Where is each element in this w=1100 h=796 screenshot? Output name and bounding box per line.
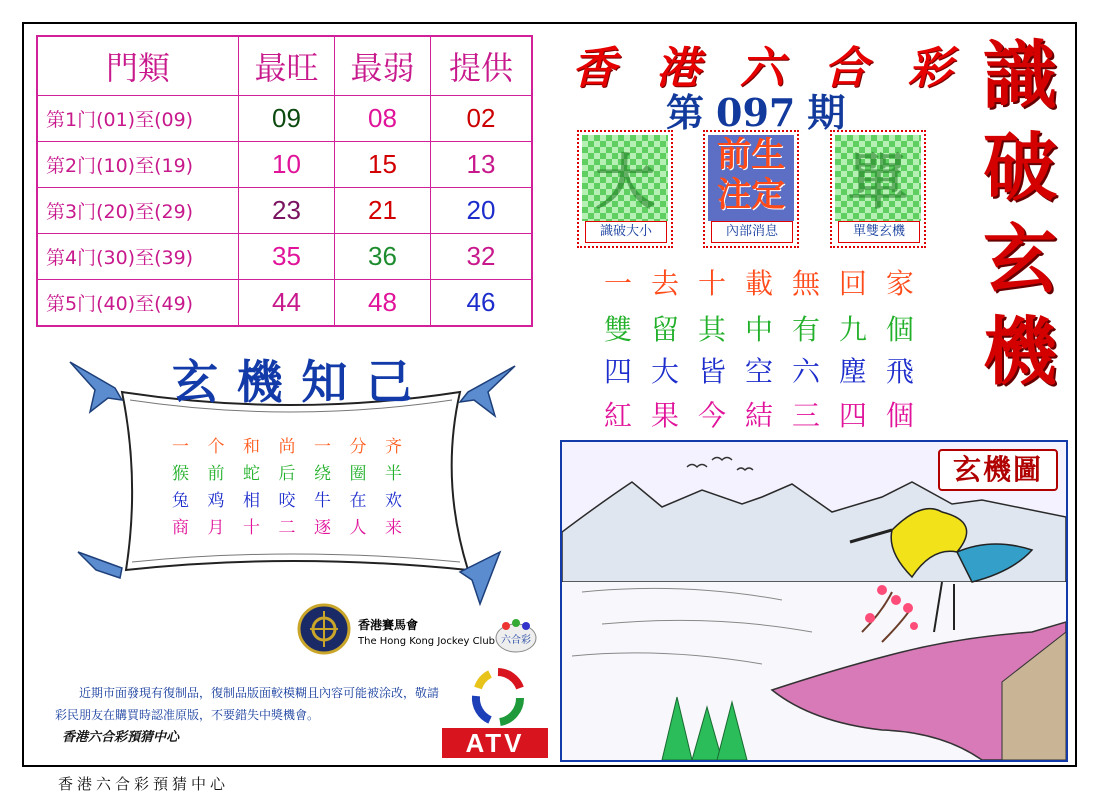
box-caption: 單雙玄機 xyxy=(838,221,920,243)
poem-char: 家 xyxy=(885,267,914,300)
row-label: 第4门(30)至(39) xyxy=(37,234,239,280)
scroll-char: 牛 xyxy=(314,491,331,511)
poem-char: 大 xyxy=(650,355,679,388)
poem-char: 載 xyxy=(744,267,773,300)
hint-char: 單 xyxy=(848,148,908,218)
scroll-char: 人 xyxy=(349,518,367,538)
cell-hottest: 23 xyxy=(239,188,335,234)
box-size-hint xyxy=(577,130,673,248)
table-row xyxy=(37,234,532,280)
fate-image xyxy=(708,135,794,221)
scroll-char: 十 xyxy=(243,518,260,538)
scroll-title-char: 機 xyxy=(236,355,283,409)
vertical-title-char: 破 xyxy=(983,125,1057,211)
counterfeit-notice xyxy=(55,682,440,726)
notice-signature: 香港六合彩預猜中心 xyxy=(62,730,180,745)
scroll-char: 前 xyxy=(207,464,225,484)
poem-line xyxy=(604,394,914,434)
cell-offered: 02 xyxy=(431,96,533,142)
cell-hottest: 10 xyxy=(239,142,335,188)
row-label: 第5门(40)至(49) xyxy=(37,280,239,327)
hint-char: 大 xyxy=(595,148,655,218)
poem-char: 無 xyxy=(791,267,820,300)
poem-char: 一 xyxy=(604,267,633,300)
issue-value: 097 xyxy=(716,90,796,135)
scroll-char: 一 xyxy=(314,437,331,457)
issue-prefix: 第 xyxy=(666,90,705,135)
bird-icon xyxy=(78,552,122,578)
poem-char: 中 xyxy=(744,313,773,346)
scroll-title-char: 己 xyxy=(365,355,412,409)
box-odd-even xyxy=(830,130,926,248)
header-category: 門類 xyxy=(37,36,239,96)
hkjc-logo-icon xyxy=(296,603,352,655)
header-hottest: 最旺 xyxy=(239,36,335,96)
mosaic-image xyxy=(582,135,668,221)
scroll-char: 尚 xyxy=(278,437,296,457)
scroll-char: 一 xyxy=(172,437,189,457)
issue-number xyxy=(660,82,851,137)
poem-line xyxy=(604,262,914,302)
cell-offered: 46 xyxy=(431,280,533,327)
hkjc-name-zh: 香港賽馬會 xyxy=(358,618,419,632)
scroll-char: 来 xyxy=(385,518,402,538)
row-label: 第2门(10)至(19) xyxy=(37,142,239,188)
title-char: 合 xyxy=(824,43,868,94)
box-caption: 內部消息 xyxy=(711,221,793,243)
poem-char: 雙 xyxy=(604,313,633,346)
cell-offered: 20 xyxy=(431,188,533,234)
fate-line: 注定 xyxy=(717,175,785,215)
door-table xyxy=(36,35,533,327)
cell-hottest: 35 xyxy=(239,234,335,280)
title-char: 港 xyxy=(656,43,700,94)
atv-logo-text: ATV xyxy=(442,728,548,758)
poem-char: 果 xyxy=(650,399,679,432)
poem-char: 三 xyxy=(791,399,820,432)
poem-line xyxy=(604,308,914,348)
issue-suffix: 期 xyxy=(807,90,846,135)
poem-char: 有 xyxy=(791,313,820,346)
footer-text: 香港六合彩預猜中心 xyxy=(58,775,230,793)
cell-weakest: 36 xyxy=(335,234,431,280)
scroll-line xyxy=(172,459,402,484)
scroll-char: 猴 xyxy=(172,464,189,484)
scroll-char: 分 xyxy=(349,437,367,457)
cell-weakest: 48 xyxy=(335,280,431,327)
poem-char: 回 xyxy=(838,267,867,300)
notice-text: 近期市面發現有復制品，復制品版面較模糊且內容可能被涂改，敬請彩民朋友在購買時認准原版，不要錯失中獎機會。 xyxy=(55,686,440,722)
mosaic-image xyxy=(835,135,921,221)
poem-char: 今 xyxy=(697,399,726,432)
poem-char: 其 xyxy=(697,313,726,346)
atv-logo-icon xyxy=(470,668,526,726)
scroll-char: 半 xyxy=(385,464,402,484)
scroll-char: 月 xyxy=(207,518,225,538)
header-weakest: 最弱 xyxy=(335,36,431,96)
scroll-line xyxy=(172,486,402,511)
poem-char: 紅 xyxy=(604,399,633,432)
title-char: 六 xyxy=(740,43,784,94)
vertical-title-char: 玄 xyxy=(983,217,1057,303)
box-caption: 識破大小 xyxy=(585,221,667,243)
scroll-char: 二 xyxy=(278,518,296,538)
poem-char: 去 xyxy=(650,267,679,300)
bird-icon xyxy=(460,366,515,416)
mark-six-logo-icon xyxy=(492,616,540,656)
scroll-line xyxy=(172,513,402,538)
box-inside-news xyxy=(703,130,799,248)
poem-char: 飛 xyxy=(885,355,914,388)
poem-char: 個 xyxy=(885,313,914,346)
table-row xyxy=(37,188,532,234)
poem-char: 留 xyxy=(650,313,679,346)
poem-char: 六 xyxy=(791,355,820,388)
scroll-char: 个 xyxy=(207,437,225,457)
scroll-title xyxy=(172,346,412,412)
table-row xyxy=(37,96,532,142)
poem-char: 四 xyxy=(838,399,867,432)
cell-hottest: 44 xyxy=(239,280,335,327)
scroll-char: 欢 xyxy=(385,491,402,511)
scroll-char: 咬 xyxy=(278,491,296,511)
fate-text xyxy=(708,135,794,221)
scroll-char: 圈 xyxy=(349,464,367,484)
cell-weakest: 21 xyxy=(335,188,431,234)
vertical-title-char: 識 xyxy=(983,33,1057,119)
table-row xyxy=(37,280,532,327)
title-char: 彩 xyxy=(908,43,952,94)
scroll-char: 商 xyxy=(172,518,189,538)
title-char: 香 xyxy=(572,43,616,94)
fate-line: 前生 xyxy=(717,135,785,175)
poem-char: 十 xyxy=(697,267,726,300)
poem-line xyxy=(604,350,914,390)
header-offered: 提供 xyxy=(431,36,533,96)
cell-offered: 32 xyxy=(431,234,533,280)
scroll-char: 绕 xyxy=(314,464,331,484)
hkjc-name-en: The Hong Kong Jockey Club xyxy=(358,636,496,647)
table-row xyxy=(37,142,532,188)
poem-char: 四 xyxy=(604,355,633,388)
scroll-title-char: 知 xyxy=(301,355,348,409)
mark-six-badge: 六合彩 xyxy=(501,635,531,646)
vertical-title-char: 機 xyxy=(983,309,1057,395)
cell-weakest: 15 xyxy=(335,142,431,188)
cell-weakest: 08 xyxy=(335,96,431,142)
vertical-title xyxy=(980,30,1060,398)
poem-char: 九 xyxy=(838,313,867,346)
poem-char: 空 xyxy=(744,355,773,388)
cell-hottest: 09 xyxy=(239,96,335,142)
poem-char: 塵 xyxy=(838,355,867,388)
poem-char: 皆 xyxy=(697,355,726,388)
scroll-char: 蛇 xyxy=(243,464,260,484)
bird-icon xyxy=(70,362,122,412)
illustration-label: 玄機圖 xyxy=(938,449,1058,491)
poem-char: 個 xyxy=(885,399,914,432)
table-header-row xyxy=(37,36,532,96)
scroll-char: 逐 xyxy=(314,518,331,538)
cell-offered: 13 xyxy=(431,142,533,188)
scroll-char: 在 xyxy=(349,491,367,511)
row-label: 第1门(01)至(09) xyxy=(37,96,239,142)
scroll-char: 鸡 xyxy=(207,491,225,511)
scroll-char: 兔 xyxy=(172,491,189,511)
poem-char: 結 xyxy=(744,399,773,432)
scroll-char: 齐 xyxy=(385,437,402,457)
scroll-char: 后 xyxy=(278,464,296,484)
scroll-title-char: 玄 xyxy=(172,355,218,409)
scroll-line xyxy=(172,432,402,457)
row-label: 第3门(20)至(29) xyxy=(37,188,239,234)
scroll-char: 和 xyxy=(243,437,260,457)
scroll-char: 相 xyxy=(243,491,260,511)
